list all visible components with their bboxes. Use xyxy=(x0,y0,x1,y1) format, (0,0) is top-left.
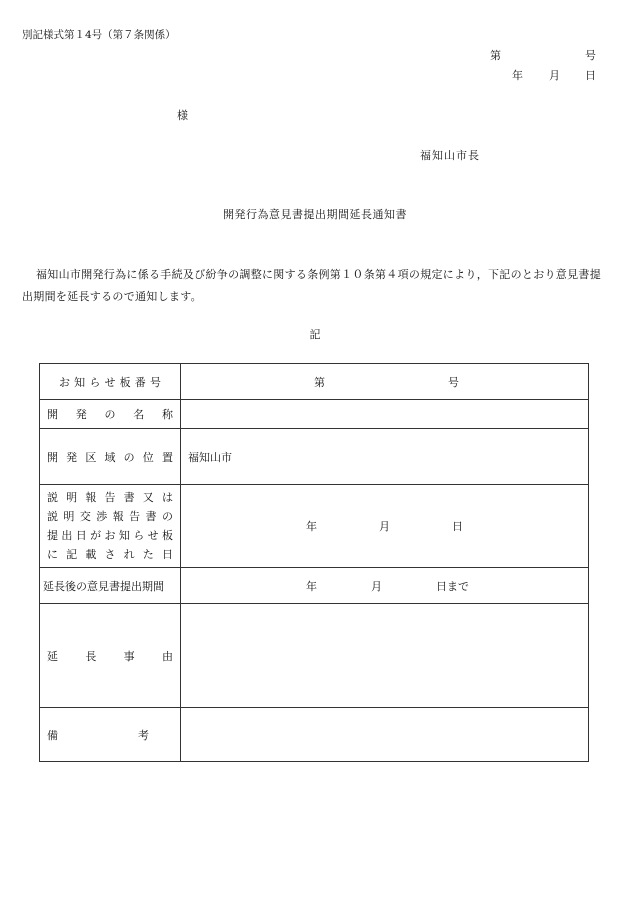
report-date-label-char: た xyxy=(142,548,154,561)
report-date-label-line xyxy=(47,526,173,545)
extended-year: 年 xyxy=(306,579,317,593)
development-location-label-char: 開 xyxy=(47,450,58,464)
report-date-label-char: 書 xyxy=(145,510,157,523)
report-date-label-char: 渉 xyxy=(96,510,108,523)
doc-date-year: 年 xyxy=(512,69,523,82)
sender: 福知山市長 xyxy=(420,149,480,162)
report-date-label-char: に xyxy=(47,548,58,561)
report-date-year: 年 xyxy=(306,520,317,533)
report-date-label-line xyxy=(47,545,173,564)
doc-number-dai: 第 xyxy=(490,49,501,62)
notice-board-number-label-char: 番 xyxy=(134,375,146,389)
reason-label-char: 長 xyxy=(85,649,97,663)
development-location-label-char: 位 xyxy=(142,450,154,464)
report-date-label-char: 説 xyxy=(47,491,58,504)
report-date-label-line xyxy=(47,507,173,526)
row-development-location xyxy=(40,429,589,485)
row-reason xyxy=(40,604,589,708)
remarks-label-char: 考 xyxy=(138,728,149,742)
report-date-label-char: 告 xyxy=(129,510,141,523)
board-number-go: 号 xyxy=(448,375,459,389)
report-date-label-char: 知 xyxy=(118,529,130,542)
report-date-label-char: の xyxy=(161,510,173,523)
extended-month: 月 xyxy=(371,579,382,593)
value-development-name xyxy=(181,400,589,429)
value-notice-board-number xyxy=(181,364,589,400)
report-date-label-char: 書 xyxy=(123,491,135,504)
notice-table xyxy=(39,363,589,762)
body-text: 福知山市開発行為に係る手続及び紛争の調整に関する条例第１０条第４項の規定により，下記のとおり意見書提出期間を延長するので通知します。 xyxy=(22,268,601,303)
remarks-label-char: 備 xyxy=(47,728,58,742)
value-reason xyxy=(181,604,589,708)
extended-day: 日まで xyxy=(436,579,469,593)
development-name-label-char: 称 xyxy=(162,408,173,421)
report-date-label-char: 日 xyxy=(75,529,87,542)
report-date-label-char: せ xyxy=(147,529,159,542)
doc-number-go: 号 xyxy=(585,49,596,62)
report-date-month: 月 xyxy=(379,520,390,533)
report-date-label-char: 告 xyxy=(104,491,116,504)
form-number: 別記様式第１4号（第７条関係） xyxy=(22,29,176,41)
notice-board-number-label-char: 号 xyxy=(149,375,161,389)
ki-heading: 記 xyxy=(309,328,321,341)
report-date-label-char: 明 xyxy=(66,491,78,504)
report-date-label-char: 明 xyxy=(63,510,75,523)
doc-date-month: 月 xyxy=(549,69,560,82)
notice-board-number-label-char: 板 xyxy=(119,375,131,389)
row-remarks xyxy=(40,708,589,762)
report-date-label-char: 又 xyxy=(142,491,154,504)
value-remarks xyxy=(181,708,589,762)
development-name-label-char: 発 xyxy=(75,408,87,421)
report-date-label-char: ら xyxy=(133,529,145,542)
board-number-dai: 第 xyxy=(314,375,325,389)
development-location-label-char: 発 xyxy=(66,450,78,464)
report-date-label-char: 交 xyxy=(79,510,91,523)
notice-board-number-label-char: ら xyxy=(89,375,101,389)
report-date-label-char: れ xyxy=(123,548,135,561)
label-development-name xyxy=(40,400,181,429)
report-date-label-char: 板 xyxy=(162,529,173,542)
development-location-label-char: 区 xyxy=(85,450,97,464)
development-location-label-char: の xyxy=(123,450,135,464)
label-notice-board-number xyxy=(40,364,181,400)
report-date-label-line xyxy=(47,488,173,507)
development-name-label-char: 名 xyxy=(133,408,145,421)
row-notice-board-number xyxy=(40,364,589,400)
notice-board-number-label-char: せ xyxy=(104,375,116,389)
row-development-name xyxy=(40,400,589,429)
reason-label-char: 事 xyxy=(123,649,135,663)
label-remarks xyxy=(40,708,181,762)
report-date-label-char: が xyxy=(90,529,102,542)
report-date-label-char: 記 xyxy=(66,548,78,561)
row-extended-period xyxy=(40,568,589,604)
addressee: 様 xyxy=(177,109,188,122)
report-date-day: 日 xyxy=(452,520,463,533)
report-date-label-char: 提 xyxy=(47,529,58,542)
document-title: 開発行為意見書提出期間延長通知書 xyxy=(223,208,407,221)
development-location-label-char: 置 xyxy=(161,450,173,464)
label-reason xyxy=(40,604,181,708)
report-date-label-char: は xyxy=(161,491,173,504)
doc-date-day: 日 xyxy=(585,69,596,82)
reason-label-char: 延 xyxy=(47,649,58,663)
notice-board-number-label-char: 知 xyxy=(74,375,86,389)
report-date-label-char: 報 xyxy=(112,510,124,523)
label-extended-period: 延長後の意見書提出期間 xyxy=(40,568,181,604)
label-development-location xyxy=(40,429,181,485)
label-report-date xyxy=(40,485,181,568)
report-date-label-char: 載 xyxy=(85,548,97,561)
report-date-label-char: 説 xyxy=(47,510,58,523)
report-date-label-char: 報 xyxy=(85,491,97,504)
development-name-label-char: 開 xyxy=(47,408,58,421)
development-name-label-char: の xyxy=(104,408,116,421)
value-report-date xyxy=(181,485,589,568)
value-extended-period xyxy=(181,568,589,604)
report-date-label-char: さ xyxy=(104,548,116,561)
report-date-label-char: 出 xyxy=(61,529,73,542)
report-date-label-char: 日 xyxy=(161,548,173,561)
report-date-label-char: お xyxy=(104,529,116,542)
value-development-location: 福知山市 xyxy=(181,429,589,485)
development-location-label-char: 域 xyxy=(104,450,116,464)
notice-board-number-label-char: お xyxy=(59,375,70,389)
reason-label-char: 由 xyxy=(161,649,173,663)
row-report-date xyxy=(40,485,589,568)
